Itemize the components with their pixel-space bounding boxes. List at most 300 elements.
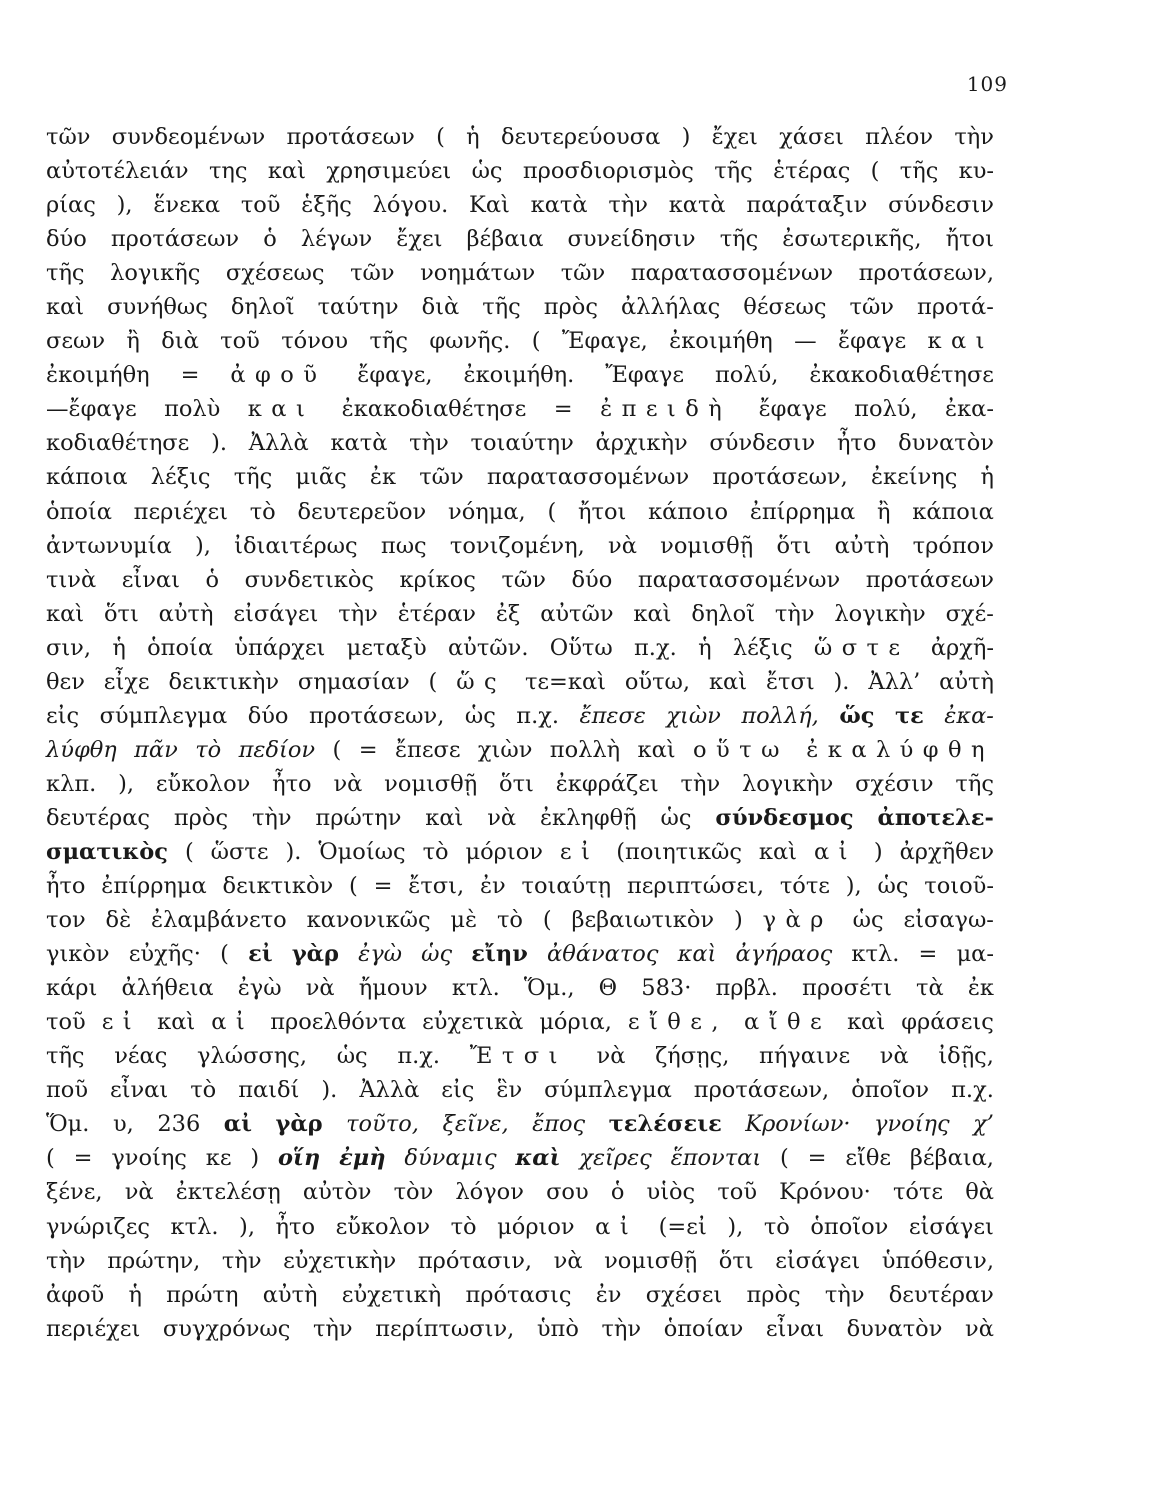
- word: προτά-: [917, 294, 994, 321]
- word: τε: [894, 702, 924, 729]
- word: αἰ: [211, 1009, 255, 1036]
- word: σύμπλεγμα: [99, 702, 228, 729]
- word: λογικὴν: [741, 770, 834, 797]
- word: κτλ.: [851, 941, 900, 968]
- text-line: [46, 563, 994, 597]
- text-line: [46, 426, 994, 460]
- word: λόγον: [455, 1179, 524, 1206]
- word: και: [927, 328, 994, 355]
- word: τῶν: [46, 124, 91, 150]
- word: ).: [321, 1077, 338, 1104]
- word: ἐκ: [369, 464, 397, 491]
- word: ἑτέραν: [397, 600, 476, 627]
- word: τῶν: [501, 566, 546, 593]
- word: ἐγὼ: [237, 975, 282, 1002]
- word: ),: [118, 770, 135, 797]
- word: περιπτώσει,: [626, 873, 765, 900]
- text-line: [46, 120, 994, 154]
- word: δεικτικὴν: [168, 668, 280, 695]
- word: θεν: [46, 668, 85, 695]
- word: Καὶ: [469, 192, 510, 219]
- word: κάποιο: [648, 498, 729, 525]
- word: αἴθε: [744, 1009, 832, 1036]
- word: αὐτῶν.: [447, 634, 529, 661]
- word: (: [332, 736, 342, 763]
- word: τοιαύτην: [470, 430, 574, 457]
- word: κατὰ: [530, 192, 588, 219]
- text-line: [46, 1278, 994, 1312]
- word: τὴν: [338, 600, 378, 627]
- word: νομισθῇ: [384, 770, 478, 797]
- word: ἀθάνατος: [547, 941, 659, 968]
- word: καὶ: [46, 600, 85, 627]
- text-line: [46, 256, 994, 290]
- word: τον: [46, 907, 86, 934]
- word: ὥστε: [813, 634, 910, 661]
- body-text: [46, 120, 994, 1346]
- word: δευτερεύουσα: [500, 124, 661, 150]
- word: τοῦ: [220, 328, 260, 355]
- word: τοιαύτῃ: [521, 873, 612, 900]
- word: φράσεις: [901, 1009, 994, 1036]
- word: =: [180, 362, 200, 389]
- word: ὡς: [877, 873, 909, 900]
- word: τῆς: [719, 226, 759, 253]
- word: ἐκα-: [945, 396, 994, 423]
- word: (=εἰ: [658, 1213, 707, 1240]
- word: γὰρ: [762, 907, 833, 934]
- word: εἴην: [471, 941, 528, 968]
- word: ἕπονται: [670, 1145, 762, 1172]
- word: εἶναι: [121, 566, 180, 593]
- word: Ὁμοίως: [318, 838, 406, 865]
- word: πλέον: [865, 124, 934, 150]
- word: ἔφαγε: [838, 328, 907, 355]
- word: νόημα,: [448, 498, 526, 525]
- text-line: [46, 937, 994, 971]
- word: προσέτι: [802, 975, 892, 1002]
- word: τὴν: [601, 1315, 642, 1342]
- word: τε=καὶ: [524, 668, 606, 695]
- text-line: [46, 801, 994, 835]
- word: ἔτσι,: [408, 873, 465, 900]
- word: Θ: [598, 975, 618, 1002]
- word: τὴν: [46, 1247, 86, 1274]
- word: πρὸς: [543, 294, 598, 321]
- word: ὁ: [205, 566, 220, 593]
- text-line: [46, 290, 994, 324]
- word: τὸ: [422, 838, 449, 865]
- word: ἔπος: [532, 1111, 586, 1138]
- word: ἀλλήλας: [620, 294, 721, 321]
- word: ἰδῇς,: [938, 1043, 994, 1070]
- text-line: [46, 699, 994, 733]
- word: κυ-: [958, 158, 994, 185]
- word: ),: [194, 532, 211, 559]
- word: τῶν: [350, 260, 395, 287]
- word: Κρόνου·: [779, 1179, 871, 1206]
- word: σιν,: [46, 634, 92, 661]
- word: (: [531, 328, 541, 355]
- word: πρώτην,: [107, 1247, 201, 1274]
- word: αἰ: [813, 838, 857, 865]
- word: τονιζομένη,: [449, 532, 585, 559]
- word: νοημάτων: [420, 260, 536, 287]
- word: βεβαιωτικὸν: [571, 907, 715, 934]
- word: Ὅμ.: [46, 1111, 90, 1138]
- word: ἔφαγε,: [357, 362, 433, 389]
- word: ἐκακοδιαθέτησε: [809, 362, 994, 389]
- word: μεταξὺ: [346, 634, 427, 661]
- word: πολύ,: [854, 396, 918, 423]
- word: ἰδιαιτέρως: [234, 532, 358, 559]
- word: κάποια: [912, 498, 994, 525]
- text-line: [46, 1107, 994, 1141]
- word: ὁποίαν: [663, 1315, 744, 1342]
- word: ἐπειδὴ: [600, 396, 732, 423]
- word: εὐχετικὰ: [422, 1009, 524, 1036]
- word: σύνδεσμος: [715, 804, 854, 831]
- word: παράταξιν: [746, 192, 868, 219]
- word: ),: [727, 1213, 744, 1240]
- text-line: [46, 1312, 994, 1346]
- word: (: [220, 941, 229, 968]
- word: ἀρχῆθεν: [899, 838, 994, 865]
- word: ὥστε: [210, 838, 269, 865]
- word: Οὕτω: [549, 634, 613, 661]
- word: Κρονίων·: [745, 1111, 851, 1138]
- word: π.χ.: [516, 702, 560, 729]
- word: ἢ: [877, 498, 891, 525]
- word: κατὰ: [668, 192, 726, 219]
- word: ὑπάρχει: [234, 634, 326, 661]
- word: τὸ: [763, 1213, 790, 1240]
- word: χρησιμεύει: [326, 158, 452, 185]
- word: ),: [239, 1213, 255, 1240]
- word: ἦτο: [275, 1213, 316, 1240]
- word: γὰρ: [291, 941, 339, 968]
- text-line: [46, 971, 994, 1005]
- word: χεῖρες: [579, 1145, 652, 1172]
- word: νὰ: [596, 1043, 626, 1070]
- word: πολὺ: [164, 396, 221, 423]
- word: νὰ: [333, 770, 363, 797]
- word: αὐτοτέλειάν: [46, 158, 189, 185]
- word: π.χ.: [634, 634, 677, 661]
- word: δευτέρας: [46, 804, 151, 831]
- word: ): [733, 907, 743, 934]
- word: καὶ: [157, 1009, 196, 1036]
- word: ): [250, 1145, 260, 1172]
- word: ἐκείνης: [870, 464, 958, 491]
- word: ὅτι: [103, 600, 139, 627]
- word: αὐτῶν: [540, 600, 614, 627]
- word: προσδιορισμὸς: [522, 158, 694, 185]
- word: ἐκτελέσῃ: [175, 1179, 281, 1206]
- word: ἐσωτερικῆς,: [782, 226, 922, 253]
- word: δύο: [571, 566, 613, 593]
- word: λογικὴν: [834, 600, 926, 627]
- word: παρατασσομένων: [637, 566, 841, 593]
- word: ἐκφράζει: [555, 770, 659, 797]
- word: ὡς: [421, 941, 453, 968]
- word: αὐτὴ: [834, 532, 890, 559]
- word: κάποια: [46, 464, 128, 491]
- word: δύναμις: [404, 1145, 497, 1172]
- text-line: [46, 903, 994, 937]
- word: ἡ: [112, 634, 126, 661]
- word: τοῦτο,: [346, 1111, 419, 1138]
- word: τῆς: [899, 158, 939, 185]
- word: συνείδησιν: [567, 226, 696, 253]
- word: τῶν: [560, 260, 606, 287]
- word: γικὸν: [46, 941, 110, 968]
- word: Ἀλλ’: [868, 668, 921, 695]
- word: χιὼν: [666, 702, 721, 729]
- word: κάρι: [46, 975, 98, 1002]
- word: αὐτὴ: [158, 600, 214, 627]
- word: λέξις: [150, 464, 211, 491]
- word: ),: [845, 873, 862, 900]
- word: ὅτι: [718, 1247, 754, 1274]
- word: ἀντωνυμία: [46, 532, 172, 559]
- word: γνοίης: [874, 1111, 950, 1138]
- word: (: [349, 873, 358, 900]
- word: εἶχε: [103, 668, 150, 695]
- word: λόγου.: [372, 192, 449, 219]
- word: εὔκολον: [155, 770, 251, 797]
- word: παρατασσομένων: [630, 260, 834, 287]
- word: =: [807, 1145, 827, 1172]
- word: ): [681, 124, 691, 150]
- word: πρώτην: [315, 804, 402, 831]
- word: πᾶν: [134, 736, 178, 763]
- word: (ποιητικῶς: [616, 838, 742, 865]
- text-line: [46, 392, 994, 426]
- text-line: [46, 869, 994, 903]
- word: συνδεομένων: [111, 124, 266, 150]
- word: τοιοῦ-: [924, 873, 994, 900]
- word: κρίκος: [399, 566, 476, 593]
- word: 236: [157, 1111, 201, 1138]
- word: ξεῖνε,: [442, 1111, 509, 1138]
- word: τὴν: [954, 124, 994, 150]
- text-line: [46, 495, 994, 529]
- word: (: [542, 907, 552, 934]
- word: πρὸς: [746, 1281, 801, 1308]
- word: σχέσιν: [855, 770, 934, 797]
- word: σεων: [46, 328, 106, 355]
- word: —: [794, 328, 817, 355]
- word: εὐχετικὴν: [283, 1247, 397, 1274]
- text-line: [46, 1073, 994, 1107]
- word: θὰ: [965, 1179, 994, 1206]
- word: σχέσεως: [225, 260, 325, 287]
- word: ὑπὸ: [536, 1315, 579, 1342]
- word: δευτέραν: [888, 1281, 994, 1308]
- text-line: [46, 358, 994, 392]
- word: Ἔφαγε: [605, 362, 684, 389]
- word: βέβαια: [466, 226, 544, 253]
- text-line: [46, 188, 994, 222]
- word: γνώριζες: [46, 1213, 150, 1240]
- word: αὐτὸν: [302, 1179, 372, 1206]
- word: νὰ: [965, 1315, 994, 1342]
- word: σου: [546, 1179, 589, 1206]
- word: —ἔφαγε: [46, 396, 137, 423]
- word: μόριον: [465, 838, 543, 865]
- word: πρὸς: [173, 804, 229, 831]
- text-line: [46, 1210, 994, 1244]
- word: ἀρχικὴν: [595, 430, 688, 457]
- word: τῆς: [714, 158, 753, 185]
- word: υἱὸς: [646, 1179, 696, 1206]
- word: ἐπίρρημα: [101, 873, 207, 900]
- word: νὰ: [305, 975, 335, 1002]
- word: κτλ.: [451, 975, 500, 1002]
- word: εὐχετικὴ: [341, 1281, 442, 1308]
- word: περιέχει: [133, 498, 228, 525]
- word: εἰσάγει: [233, 600, 319, 627]
- word: τῆς: [955, 770, 994, 797]
- word: τὴν: [680, 770, 721, 797]
- word: τὸ: [249, 498, 276, 525]
- word: ἦτο: [836, 430, 877, 457]
- word: ἀφοῦ: [46, 1281, 105, 1308]
- word: κλπ.: [46, 770, 97, 797]
- word: σύμπλεγμα: [544, 1077, 672, 1104]
- word: καὶ: [677, 941, 717, 968]
- word: ἐκοιμήθη.: [463, 362, 575, 389]
- word: ὁποῖον: [851, 1077, 930, 1104]
- word: ὅτι: [499, 770, 534, 797]
- word: ἐκακοδιαθέτησε: [341, 396, 527, 423]
- word: καὶ: [267, 158, 306, 185]
- word: βέβαια,: [909, 1145, 994, 1172]
- word: θέσεως: [743, 294, 827, 321]
- word: αὐτὴ: [939, 668, 994, 695]
- word: υ,: [112, 1111, 134, 1138]
- word: ἐκοιμήθη: [669, 328, 773, 355]
- word: τῆς: [46, 260, 85, 287]
- word: πεδίον: [238, 736, 316, 763]
- word: ξένε,: [46, 1179, 103, 1206]
- word: 583·: [641, 975, 692, 1002]
- word: ὡς: [660, 804, 692, 831]
- word: λέγων: [300, 226, 373, 253]
- word: ἐλαμβάνετο: [151, 907, 287, 934]
- word: (: [184, 838, 194, 865]
- word: προτάσεων,: [308, 702, 445, 729]
- word: π.χ.: [397, 1043, 441, 1070]
- word: τὴν: [221, 1247, 262, 1274]
- word: προτάσεων: [286, 124, 415, 150]
- word: ).: [833, 668, 850, 695]
- word: περιέχει: [46, 1315, 141, 1342]
- word: ταύτην: [317, 294, 399, 321]
- word: πήγαινε: [759, 1043, 851, 1070]
- word: νὰ: [124, 1179, 154, 1206]
- word: τὴν: [312, 1315, 353, 1342]
- word: σημασίαν: [297, 668, 410, 695]
- word: παρατασσομένων: [486, 464, 690, 491]
- word: της: [208, 158, 248, 185]
- word: μόρια,: [539, 1009, 612, 1036]
- word: νὰ: [608, 532, 637, 559]
- text-line: [46, 835, 994, 869]
- word: κοδιαθέτησε: [46, 430, 190, 457]
- word: ἐκληφθῇ: [539, 804, 637, 831]
- word: τινὰ: [46, 566, 97, 593]
- word: τὸν: [393, 1179, 434, 1206]
- word: πρβλ.: [715, 975, 778, 1002]
- word: πρότασιν,: [417, 1247, 533, 1274]
- word: ἦτο: [46, 873, 86, 900]
- text-line: [46, 1175, 994, 1209]
- word: =: [553, 396, 573, 423]
- word: δύο: [46, 226, 87, 253]
- word: ὁ: [610, 1179, 625, 1206]
- word: εἰσαγω-: [903, 907, 994, 934]
- word: νέας: [114, 1043, 168, 1070]
- word: τοῦ: [240, 192, 281, 219]
- page-number: 109: [966, 72, 1008, 96]
- word: ἐγὼ: [358, 941, 402, 968]
- word: διὰ: [161, 328, 199, 355]
- word: αὐτὴ: [262, 1281, 318, 1308]
- word: ὡς: [852, 907, 884, 934]
- word: ἔχει: [396, 226, 443, 253]
- word: ἀγήραος: [735, 941, 833, 968]
- word: προτάσεων,: [693, 1077, 830, 1104]
- word: ἤτοι: [945, 226, 994, 253]
- word: (: [780, 1145, 789, 1172]
- text-line: [46, 733, 994, 767]
- word: ἔφαγε: [758, 396, 827, 423]
- text-line: [46, 631, 994, 665]
- word: τὸ: [496, 907, 523, 934]
- word: τὴν: [251, 804, 292, 831]
- word: προτάσεων,: [858, 260, 994, 287]
- word: ἤμουν: [358, 975, 428, 1002]
- word: χιὼν: [477, 736, 533, 763]
- word: ἤτοι: [578, 498, 627, 525]
- word: π.χ.: [951, 1077, 994, 1104]
- text-line: [46, 460, 994, 494]
- word: ἔχει: [711, 124, 758, 150]
- word: ἀποτελε-: [877, 804, 994, 831]
- word: εἰσάγει: [775, 1247, 861, 1274]
- word: νομισθῇ: [660, 532, 754, 559]
- word: εὔκολον: [335, 1213, 431, 1240]
- word: Ἀλλὰ: [359, 1077, 420, 1104]
- text-line: [46, 1244, 994, 1278]
- word: καὶ: [708, 668, 748, 695]
- word: δεικτικὸν: [222, 873, 334, 900]
- word: παιδί: [238, 1077, 300, 1104]
- word: ἐξ: [495, 600, 521, 627]
- word: εἰ: [559, 838, 600, 865]
- word: ζήσῃς,: [655, 1043, 730, 1070]
- word: καὶ: [637, 736, 676, 763]
- word: τότε: [779, 873, 830, 900]
- word: δευτερεῦον: [297, 498, 427, 525]
- word: νὰ: [487, 804, 517, 831]
- word: τῆς: [369, 328, 408, 355]
- word: τὴν: [774, 600, 815, 627]
- word: ὥς: [839, 702, 875, 729]
- word: ἐν: [479, 873, 506, 900]
